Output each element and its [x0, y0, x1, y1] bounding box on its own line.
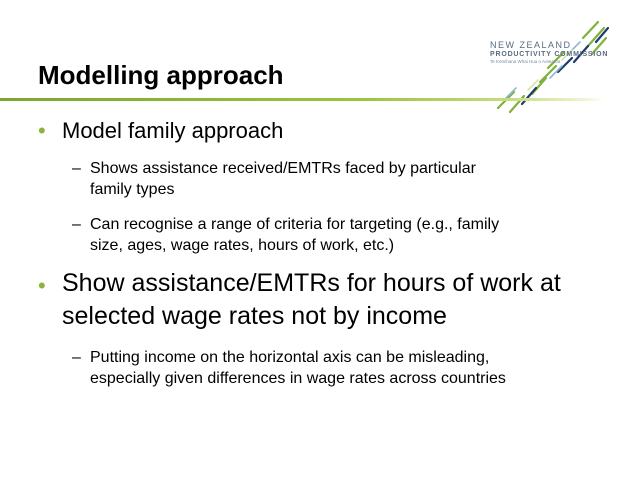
- sub-bullet-line: size, ages, wage rates, hours of work, etc.): [90, 237, 395, 254]
- logo-line-3: Te Kōmihana Whai Hua o Aotearoa: [490, 59, 561, 64]
- dash-icon: –: [72, 160, 81, 177]
- dash-icon: –: [72, 216, 81, 233]
- bullet-text: selected wage rates not by income: [62, 302, 447, 330]
- bullet-text: Show assistance/EMTRs for hours of work at: [62, 269, 561, 297]
- dash-icon: –: [72, 349, 81, 366]
- nz-productivity-commission-logo: [488, 20, 638, 120]
- logo-line-2: PRODUCTIVITY COMMISSION: [490, 51, 609, 58]
- sub-bullet-line: especially given differences in wage rates across countries: [90, 370, 506, 387]
- logo-graphic-icon: [488, 20, 638, 120]
- sub-bullet-line: Putting income on the horizontal axis can be misleading,: [90, 349, 490, 366]
- bullet-text: Model family approach: [62, 118, 284, 143]
- logo-line-1: NEW ZEALAND: [490, 40, 572, 50]
- sub-bullet-line: family types: [90, 181, 175, 198]
- slide-title: Modelling approach: [38, 60, 284, 90]
- sub-bullet-line: Shows assistance received/EMTRs faced by particular: [90, 160, 476, 177]
- sub-bullet-line: Can recognise a range of criteria for targeting (e.g., family: [90, 216, 500, 233]
- title-divider: [0, 98, 604, 101]
- bullet-icon: •: [38, 273, 46, 298]
- bullet-icon: •: [38, 118, 46, 143]
- logo-text: [490, 40, 608, 65]
